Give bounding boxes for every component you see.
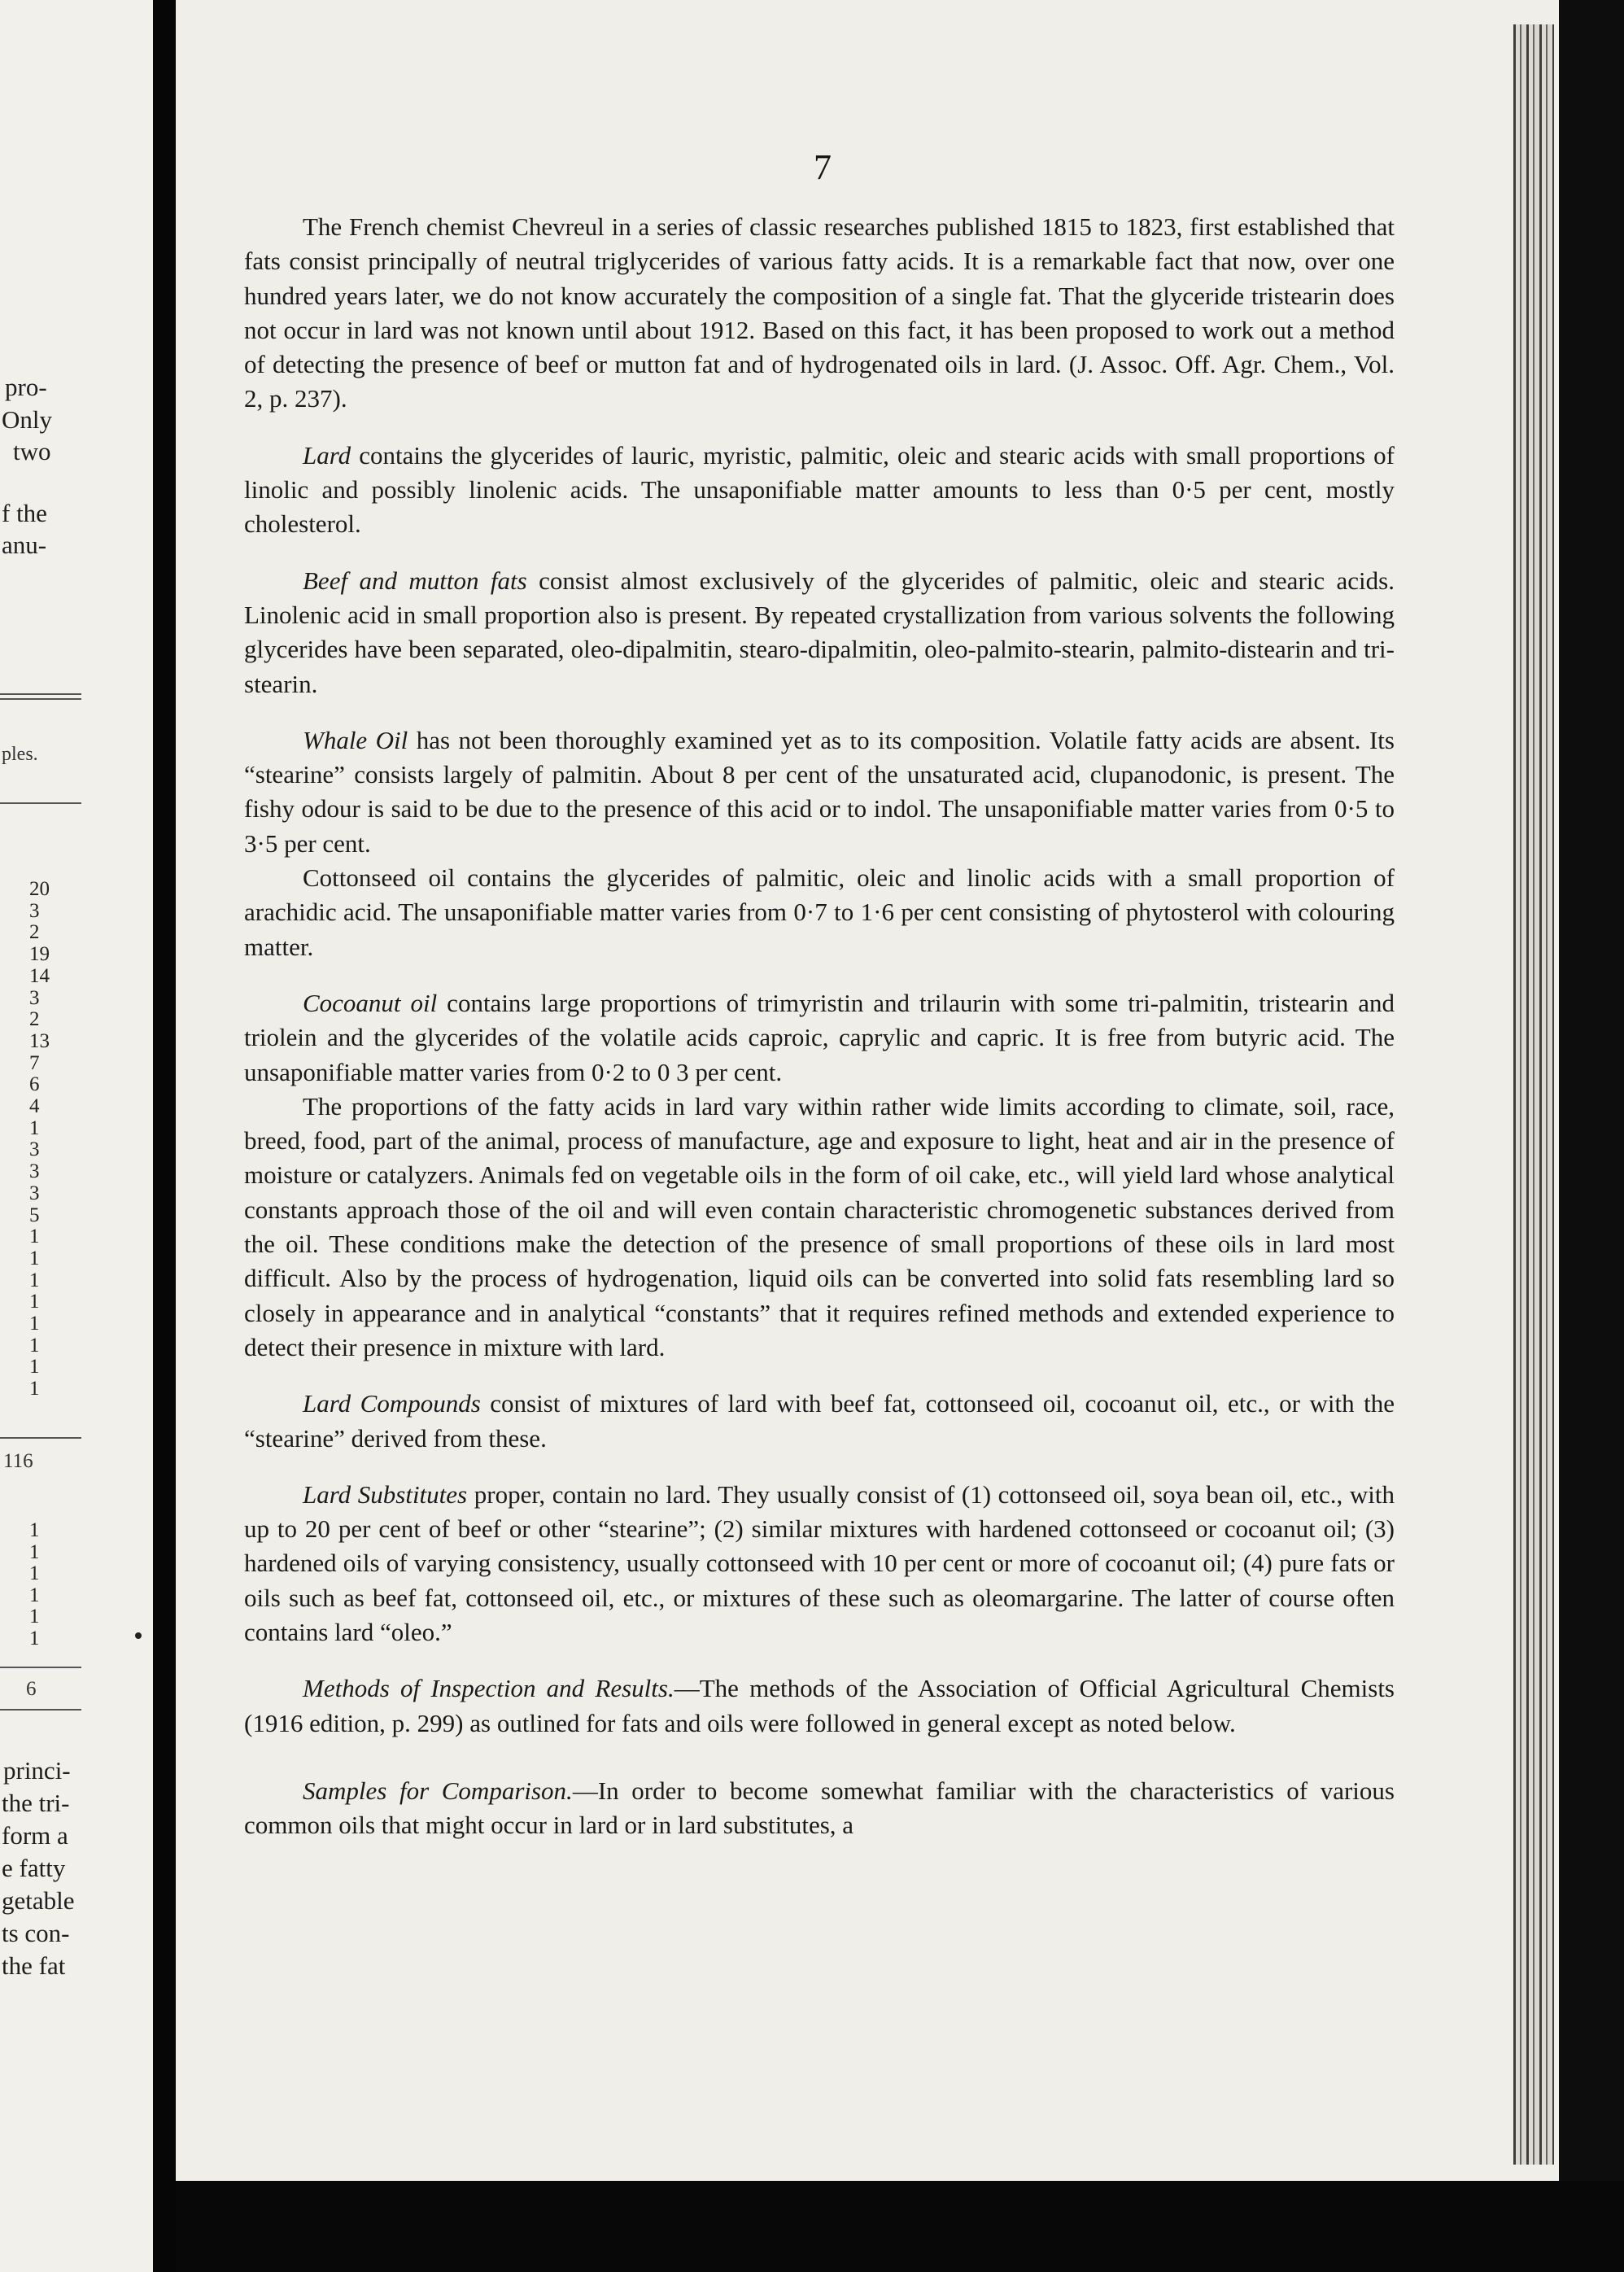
left-page-line: ts con-: [2, 1919, 70, 1947]
body-text: [244, 210, 1395, 1842]
paragraph: Methods of Inspection and Results.—The methods of the Association of Official Agricultural Chemists (1916 edition, p. 299) as outlined for fats and oils were followed in general except as noted below.: [244, 1674, 1395, 1737]
left-page-line: the tri-: [2, 1789, 70, 1817]
paragraph: The French chemist Chevreul in a series of classic researches published 1815 to 1823, first established that fats consist principally of neutral triglycerides of various fatty acids. It is a remarkable fact that now, over one hundred years later, we do not know accurately the composition of a single fat. That the glyceride tristearin does not occur in lard was not known until about 1912. Based on this fact, it has been proposed to work out a method of detecting the presence of beef or mutton fat and of hydrogenated oils in lard. (J. Assoc. Off. Agr. Chem., Vol. 2, p. 237).: [244, 212, 1395, 413]
left-page-line: Only: [2, 405, 52, 434]
left-page-line: princi-: [3, 1756, 71, 1785]
ink-dot: [135, 1632, 142, 1639]
rule: [0, 802, 81, 804]
paragraph: Cottonseed oil contains the glycerides of palmitic, oleic and linolic acids with a small proportion of arachidic acid. The unsaponifiable matter varies from 0·7 to 1·6 per cent consisting of phytosterol with colouring matter.: [244, 863, 1395, 961]
left-page-line: anu-: [2, 531, 47, 559]
rule: [0, 698, 81, 700]
paragraph: Beef and mutton fats consist almost exclusively of the glycerides of palmitic, oleic and stearic acids. Linolenic acid in small proportion also is present. By repeated crystallization from various solvents the following glycerides have been separated, oleo-dipalmitin, stearo-dipalmitin, oleo-palmito-stearin, palmito-distearin and tri-stearin.: [244, 566, 1395, 698]
paragraph: Lard contains the glycerides of lauric, myristic, palmitic, oleic and stearic acids with small proportions of linolic and possibly linolenic acids. The unsaponifiable matter amounts to less than 0·5 per cent, mostly cholesterol.: [244, 440, 1395, 539]
left-page-label: ples.: [2, 744, 38, 765]
scan-border: [176, 2181, 1624, 2272]
left-page-line: two: [13, 437, 51, 465]
paragraph: Lard Compounds consist of mixtures of lard with beef fat, cottonseed oil, cocoanut oil, etc., or with the “stearine” derived from these.: [244, 1389, 1395, 1453]
page-number: 7: [814, 147, 832, 187]
left-number-column: 1 1 1 1 1 1: [29, 1519, 40, 1649]
left-total: 6: [26, 1678, 37, 1700]
left-page-line: pro-: [5, 373, 47, 401]
left-page-line: e fatty: [2, 1854, 66, 1882]
left-page-line: form a: [2, 1821, 68, 1850]
paragraph: Cocoanut oil contains large proportions of trimyristin and trilaurin with some tri-palmitin, tristearin and triolein and the glycerides of the volatile acids caproic, caprylic and capric. It is free from butyric acid. The unsaponifiable matter varies from 0·2 to 0 3 per cent.: [244, 988, 1395, 1086]
left-page-fragment: [0, 0, 153, 2272]
rule: [0, 693, 81, 695]
left-page-line: getable: [2, 1886, 75, 1915]
rule: [0, 1709, 81, 1711]
scan-border: [1559, 0, 1624, 2272]
page-edge: [1513, 24, 1554, 2165]
left-total: 116: [3, 1450, 33, 1472]
left-page-line: the fat: [2, 1951, 66, 1980]
paragraph: Lard Substitutes proper, contain no lard. They usually consist of (1) cottonseed oil, soya bean oil, etc., with up to 20 per cent of beef or other “stearine”; (2) similar mixtures with hardened cottonseed or cocoanut oil; (3) hardened oils of varying consistency, usually cottonseed with 10 per cent or more of cocoanut oil; (4) pure fats or oils such as beef fat, cottonseed oil, etc., or mixtures of these such as oleomargarine. The latter of course often contains lard “oleo.”: [244, 1479, 1395, 1646]
paragraph: Whale Oil has not been thoroughly examined yet as to its composition. Volatile fatty acids are absent. Its “stearine” consists largely of palmitin. About 8 per cent of the unsaturated acid, clupanodonic, is present. The fishy odour is said to be due to the presence of this acid or to indol. The unsaponifiable matter varies from 0·5 to 3·5 per cent.: [244, 725, 1395, 858]
rule: [0, 1667, 81, 1668]
book-gutter: [153, 0, 176, 2272]
left-page-line: f the: [2, 499, 47, 527]
rule: [0, 1437, 81, 1439]
paragraph: The proportions of the fatty acids in lard vary within rather wide limits according to climate, soil, race, breed, food, part of the animal, process of manufacture, age and exposure to light, heat and air in the presence of moisture or catalyzers. Animals fed on vegetable oils in the form of oil cake, etc., will yield lard whose analytical constants approach those of the oil and will even contain characteristic chromogenetic substances derived from the oil. These conditions make the detection of the presence of small proportions of these oils in lard most difficult. Also by the process of hydrogenation, liquid oils can be converted into solid fats resembling lard so closely in appearance and in analytical “constants” that it requires refined methods and extended experience to detect their presence in mixture with lard.: [244, 1091, 1395, 1361]
paragraph: Samples for Comparison.—In order to become somewhat familiar with the characteristics of various common oils that might occur in lard or in lard substitutes, a: [244, 1776, 1395, 1840]
left-number-column: 20 3 2 19 14 3 2 13 7 6 4 1 3 3 3 5 1 1 1 1 1 1 1 1: [29, 878, 50, 1400]
